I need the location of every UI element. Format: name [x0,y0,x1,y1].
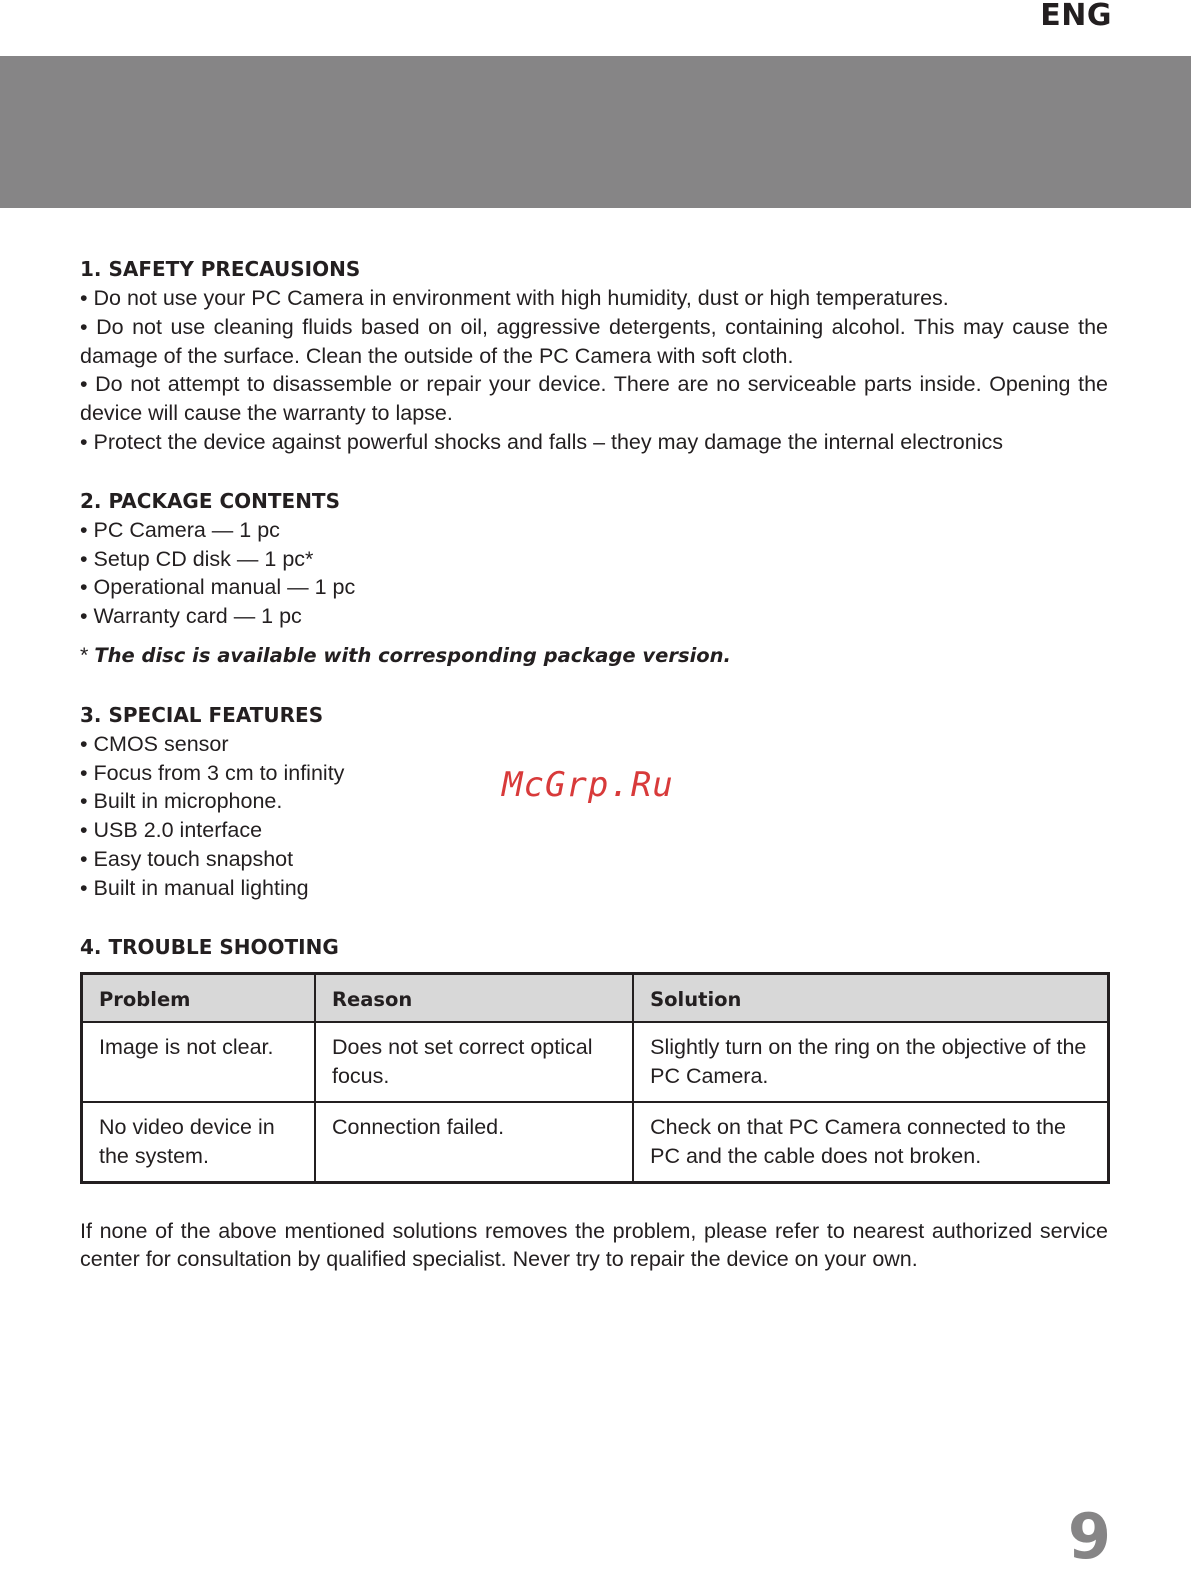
troubleshooting-table [80,972,1110,1184]
list-item: • Do not attempt to disassemble or repair your device. There are no serviceable parts inside. Opening the device will cause the warranty to lapse. [80,370,1108,428]
troubleshooting-footer: If none of the above mentioned solutions removes the problem, please refer to nearest authorized service center for consultation by qualified specialist. Never try to repair the device on your own. [80,1218,1108,1272]
page-number: 9 [1067,1500,1111,1573]
list-item: • Do not use your PC Camera in environment with high humidity, dust or high temperatures. [80,284,1108,313]
list-item: • Operational manual — 1 pc [80,573,1108,602]
column-header-problem: Problem [82,973,315,1022]
list-item: • Protect the device against powerful shocks and falls – they may damage the internal electronics [80,428,1108,457]
list-item: • Do not use cleaning fluids based on oil, aggressive detergents, containing alcohol. This may cause the damage of the surface. Clean the outside of the PC Camera with soft cloth. [80,313,1108,371]
table-cell: No video device in the system. [82,1102,315,1182]
features-list [80,730,1108,903]
column-header-reason: Reason [315,973,633,1022]
list-item: • PC Camera — 1 pc [80,516,1108,545]
table-header-row [82,973,1109,1022]
list-item: • CMOS sensor [80,730,1108,759]
list-item: • Easy touch snapshot [80,845,1108,874]
list-item: • USB 2.0 interface [80,816,1108,845]
list-item: • Setup CD disk — 1 pc* [80,545,1108,574]
table-cell: Connection failed. [315,1102,633,1182]
header-band [0,56,1191,208]
table-cell: Image is not clear. [82,1022,315,1102]
safety-list [80,284,1108,457]
list-item: • Focus from 3 cm to infinity [80,759,1108,788]
list-item: • Warranty card — 1 pc [80,602,1108,631]
troubleshooting-heading: 4. TROUBLE SHOOTING [80,934,339,959]
note-text: The disc is available with corresponding package version. [94,643,731,667]
features-heading: 3. SPECIAL FEATURES [80,702,324,727]
safety-heading: 1. SAFETY PRECAUSIONS [80,257,361,281]
table-cell: Check on that PC Camera connected to the PC and the cable does not broken. [633,1102,1108,1182]
list-item: • Built in microphone. [80,787,1108,816]
package-note [80,641,1108,671]
language-label: ENG [1040,0,1112,33]
note-asterisk: * [80,642,95,667]
list-item: • Built in manual lighting [80,874,1108,903]
table-row [82,1102,1109,1182]
package-heading: 2. PACKAGE CONTENTS [80,488,340,513]
table-cell: Slightly turn on the ring on the objective of the PC Camera. [633,1022,1108,1102]
column-header-solution: Solution [633,973,1108,1022]
watermark: McGrp.Ru [502,765,674,805]
package-list [80,516,1108,631]
table-row [82,1022,1109,1102]
table-cell: Does not set correct optical focus. [315,1022,633,1102]
